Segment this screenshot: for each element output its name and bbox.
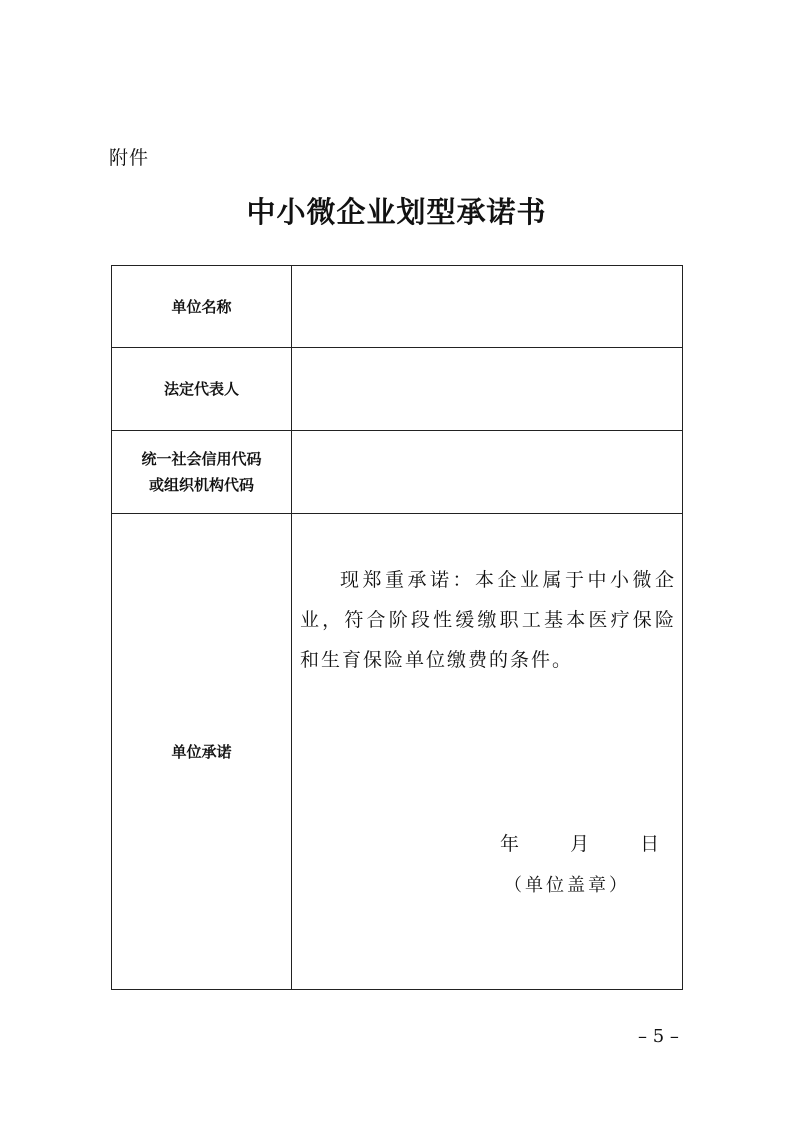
page-number: – 5 – xyxy=(638,1026,679,1047)
unit-seal-note: （单位盖章） xyxy=(504,875,630,896)
form-row-commitment xyxy=(112,514,683,990)
unit-name-label-text: 单位名称 xyxy=(171,297,232,316)
credit-code-label-line-2: 或组织机构代码 xyxy=(148,476,254,494)
commitment-label-text: 单位承诺 xyxy=(171,742,232,761)
commitment-form-table xyxy=(111,265,683,990)
date-month-label: 月 xyxy=(570,833,590,855)
credit-code-label xyxy=(112,431,292,514)
attachment-label: 附件 xyxy=(109,147,150,169)
credit-code-field[interactable] xyxy=(292,431,683,514)
legal-representative-field[interactable] xyxy=(292,348,683,431)
legal-representative-label-text: 法定代表人 xyxy=(163,380,239,398)
legal-representative-label xyxy=(112,348,292,431)
signature-date xyxy=(500,829,659,856)
unit-name-field[interactable] xyxy=(292,266,683,348)
commitment-label xyxy=(112,514,292,990)
commitment-text: 现郑重承诺：本企业属于中小微企业，符合阶段性缓缴职工基本医疗保险和生育保险单位缴费的条件。 xyxy=(300,569,676,671)
form-row-legal-representative xyxy=(112,348,683,431)
unit-name-label xyxy=(112,266,292,348)
date-year-label: 年 xyxy=(500,833,520,855)
document-title: 中小微企业划型承诺书 xyxy=(246,195,547,229)
form-row-credit-code xyxy=(112,431,683,514)
credit-code-label-line-1: 统一社会信用代码 xyxy=(141,450,262,468)
commitment-cell xyxy=(292,514,683,990)
date-day-label: 日 xyxy=(640,833,660,855)
form-row-unit-name xyxy=(112,266,683,348)
